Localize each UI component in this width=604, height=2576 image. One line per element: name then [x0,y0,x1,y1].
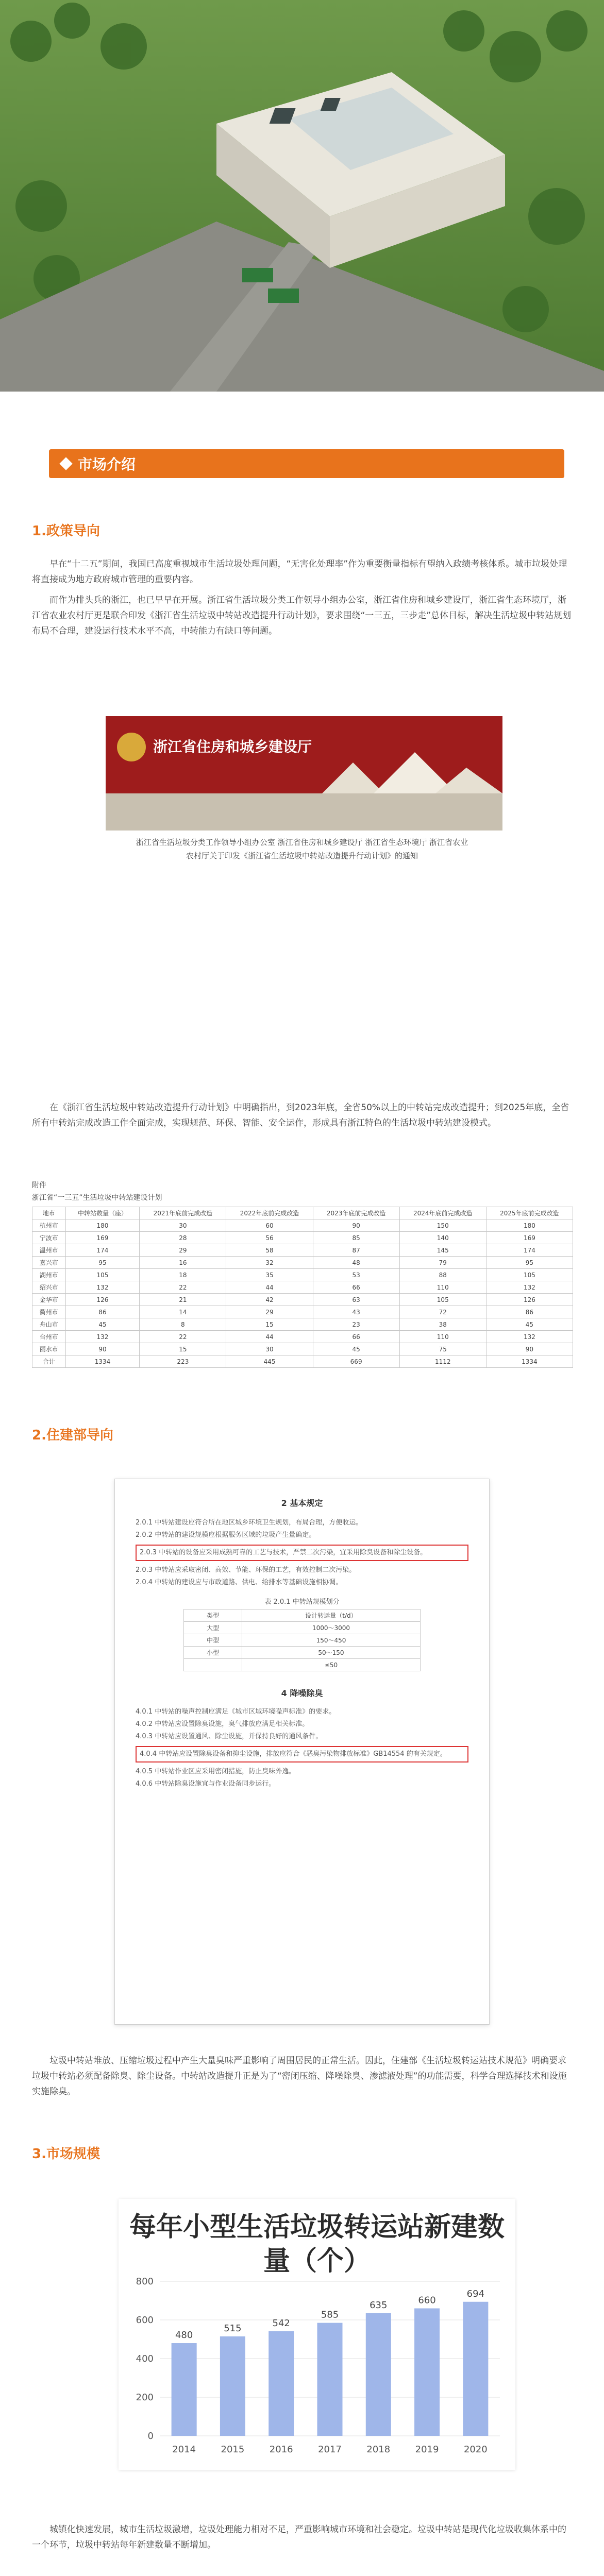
x-tick-label: 2014 [172,2444,196,2455]
table-cell: 85 [313,1232,399,1244]
table-cell: 21 [140,1294,226,1306]
table-cell: 绍兴市 [32,1281,66,1294]
x-tick-label: 2019 [415,2444,439,2455]
table-cell: 87 [313,1244,399,1257]
table-cell: 75 [399,1343,486,1355]
table-cell: 44 [226,1331,313,1343]
aerial-station-illustration [0,0,604,392]
doc-table-title: 表 2.0.1 中转站规模划分 [264,1598,340,1606]
chart-plot [119,2271,515,2467]
table-cell: 1334 [486,1355,573,1368]
table-cell: 132 [65,1331,140,1343]
plan-table [32,1207,573,1368]
table-cell: 15 [226,1318,313,1331]
doc-section-title: 2 基本规定 [281,1498,323,1508]
table-header-cell: 中转站数量（座） [65,1207,140,1219]
table-cell: 132 [65,1281,140,1294]
doc-line: 4.0.5 中转站作业区应采用密闭措施，防止臭味外逸。 [136,1768,296,1775]
table-row [32,1343,573,1355]
x-tick-label: 2020 [463,2444,488,2455]
table-row [32,1306,573,1318]
table-cell: 180 [65,1219,140,1232]
policy-heading-text: 1.政策导向 [32,523,100,539]
table-cell: 79 [399,1257,486,1269]
table-cell: 66 [313,1331,399,1343]
bar [366,2313,391,2436]
trend-heading-text: 3.市场规模 [32,2146,100,2162]
banner-illustration [106,716,502,831]
table-cell: 132 [486,1331,573,1343]
table-cell: 28 [140,1232,226,1244]
doc-table-row [184,1659,421,1671]
bar-chart [119,2199,515,2470]
table-header-cell: 地市 [32,1207,66,1219]
chart-title: 每年小型生活垃圾转运站新建数量（个） [129,2212,505,2277]
doc-table-row [184,1622,421,1634]
doc-table-cell: 150～450 [242,1634,420,1647]
standard-document [114,1479,490,2025]
doc-table-row [184,1634,421,1647]
doc-line: 2.0.3 中转站应采取密闭、高效、节能、环保的工艺，有效控制二次污染。 [136,1566,356,1574]
notice-caption-line-1: 浙江省生活垃圾分类工作领导小组办公室 浙江省住房和城乡建设厅 浙江省生态环境厅 浙江省农业 [136,838,468,847]
doc-table-header: 类型 [184,1609,242,1622]
table-cell: 45 [486,1318,573,1331]
table-cell: 90 [313,1219,399,1232]
doc-section-title-2: 4 降噪除臭 [281,1688,323,1698]
table-cell: 53 [313,1269,399,1281]
table-cell: 丽水市 [32,1343,66,1355]
data-label: 585 [321,2309,339,2320]
table-row [32,1281,573,1294]
market-section-title: 市场介绍 [78,456,136,473]
doc-table-cell: 中型 [184,1634,242,1647]
table-cell: 45 [313,1343,399,1355]
table-header-cell: 2024年底前完成改造 [399,1207,486,1219]
doc-table-header: 设计转运量（t/d） [242,1609,420,1622]
table-cell: 30 [226,1343,313,1355]
table-cell: 445 [226,1355,313,1368]
table-cell: 95 [486,1257,573,1269]
table-cell: 30 [140,1219,226,1232]
table-cell: 86 [486,1306,573,1318]
table-title: 附件 [32,1181,46,1190]
table-cell: 衢州市 [32,1306,66,1318]
table-cell: 1112 [399,1355,486,1368]
bar [414,2309,440,2436]
table-row [32,1318,573,1331]
y-tick-label: 600 [136,2315,154,2326]
plan-paragraph: 在《浙江省生活垃圾中转站改造提升行动计划》中明确指出，到2023年底，全省50%以上的中转站完成改造提升；到2025年底，全省所有中转站完成改造工作全面完成，实现规范、环保、智能、安全运作，形成具有浙江特色的生活垃圾中转站建设模式。 [32,1103,569,1128]
table-cell: 32 [226,1257,313,1269]
table-cell: 105 [399,1294,486,1306]
notice-caption [67,836,537,862]
table-cell: 35 [226,1269,313,1281]
trend-heading [32,2143,100,2162]
doc-line: 2.0.1 中转站建设应符合所在地区城乡环境卫生规划，布局合理，方便收运。 [136,1519,363,1527]
market-section-header [49,449,564,478]
table-cell: 145 [399,1244,486,1257]
table-cell: 72 [399,1306,486,1318]
doc-table-cell: 小型 [184,1647,242,1659]
table-cell: 180 [486,1219,573,1232]
table-cell: 23 [313,1318,399,1331]
policy-heading [32,520,100,539]
table-header-cell: 2025年底前完成改造 [486,1207,573,1219]
y-tick-label: 800 [136,2276,154,2287]
table-cell: 63 [313,1294,399,1306]
table-cell: 110 [399,1331,486,1343]
table-cell: 22 [140,1281,226,1294]
bar [220,2336,245,2436]
doc-highlight: 2.0.3 中转站的设备应采用成熟可靠的工艺与技术，严禁二次污染，宜采用除臭设备和除尘设备。 [136,1545,468,1561]
data-label: 542 [272,2317,290,2329]
banner-title: 浙江省住房和城乡建设厅 [153,738,312,755]
table-cell: 60 [226,1219,313,1232]
x-tick-label: 2015 [221,2444,245,2455]
doc-table-cell [184,1659,242,1671]
table-cell: 126 [65,1294,140,1306]
doc-table-cell: 大型 [184,1622,242,1634]
y-tick-label: 400 [136,2353,154,2364]
table-cell: 105 [486,1269,573,1281]
trend-paragraph: 城镇化快速发展，城市生活垃圾激增，垃圾处理能力相对不足，严重影响城市环境和社会稳定。垃圾中转站是现代化垃圾收集体系中的一个环节，垃圾中转站每年新建数量不断增加。 [32,2524,566,2550]
doc-line: 4.0.6 中转站除臭设施宜与作业设备同步运行。 [136,1780,276,1788]
table-cell: 金华市 [32,1294,66,1306]
table-cell: 台州市 [32,1331,66,1343]
table-cell: 温州市 [32,1244,66,1257]
x-tick-label: 2016 [269,2444,293,2455]
table-cell: 42 [226,1294,313,1306]
table-cell: 90 [486,1343,573,1355]
table-cell: 嘉兴市 [32,1257,66,1269]
table-cell: 86 [65,1306,140,1318]
table-header-cell: 2022年底前完成改造 [226,1207,313,1219]
table-cell: 105 [65,1269,140,1281]
y-tick-label: 200 [136,2392,154,2403]
table-cell: 132 [486,1281,573,1294]
table-cell: 140 [399,1232,486,1244]
table-cell: 宁波市 [32,1232,66,1244]
table-cell: 126 [486,1294,573,1306]
data-label: 635 [370,2299,388,2311]
build-heading-text: 2.住建部导向 [32,1428,113,1443]
table-cell: 16 [140,1257,226,1269]
doc-table-cell: ≤50 [242,1659,420,1671]
table-row [32,1331,573,1343]
bar [269,2331,294,2436]
table-cell: 150 [399,1219,486,1232]
doc-highlight-2: 4.0.4 中转站应设置除臭设备和抑尘设施，排放应符合《恶臭污染物排放标准》GB14554 的有关规定。 [136,1746,468,1762]
data-label: 694 [466,2288,485,2299]
table-cell: 43 [313,1306,399,1318]
table-row [32,1269,573,1281]
doc-table-cell: 1000～3000 [242,1622,420,1634]
table-cell: 174 [486,1244,573,1257]
table-cell: 舟山市 [32,1318,66,1331]
bar [463,2302,488,2436]
table-cell: 58 [226,1244,313,1257]
table-header-cell: 2023年底前完成改造 [313,1207,399,1219]
policy-paragraph-2: 而作为排头兵的浙江，也已早早在开展。浙江省生活垃圾分类工作领导小组办公室，浙江省住房和城乡建设厅，浙江省生态环境厅，浙江省农业农村厅更是联合印发《浙江省生活垃圾中转站改造提升行动计划》，要求围绕“一三五，三步走”总体目标，解决生活垃圾中转站规划布局不合理，建设运行技术水平不高，中转能力有缺口等问题。 [32,595,572,636]
table-cell: 14 [140,1306,226,1318]
data-label: 480 [175,2330,193,2341]
doc-line: 2.0.4 中转站的建设应与市政道路、供电、给排水等基础设施相协调。 [136,1579,343,1586]
build-heading [32,1425,113,1444]
table-cell: 56 [226,1232,313,1244]
table-cell: 174 [65,1244,140,1257]
table-cell: 8 [140,1318,226,1331]
table-row [32,1244,573,1257]
table-cell: 29 [140,1244,226,1257]
notice-caption-line-2: 农村厅关于印发《浙江省生活垃圾中转站改造提升行动计划》的通知 [186,851,418,860]
table-row [32,1232,573,1244]
doc-line: 4.0.2 中转站应设置除臭设施，臭气排放应满足相关标准。 [136,1720,309,1728]
table-cell: 合计 [32,1355,66,1368]
table-row [32,1219,573,1232]
doc-table-cell: 50～150 [242,1647,420,1659]
table-cell: 44 [226,1281,313,1294]
diamond-icon [59,457,72,470]
table-cell: 88 [399,1269,486,1281]
x-tick-label: 2017 [318,2444,342,2455]
table-cell: 杭州市 [32,1219,66,1232]
y-tick-label: 0 [147,2431,154,2442]
data-label: 515 [224,2323,242,2334]
table-cell: 169 [65,1232,140,1244]
table-cell: 29 [226,1306,313,1318]
table-row [32,1294,573,1306]
table-row [32,1355,573,1368]
table-header-cell: 2021年底前完成改造 [140,1207,226,1219]
table-cell: 1334 [65,1355,140,1368]
doc-table [183,1609,421,1671]
table-cell: 169 [486,1232,573,1244]
doc-line: 4.0.1 中转站的噪声控制应满足《城市区域环境噪声标准》的要求。 [136,1708,336,1716]
hero-aerial-image [0,0,604,392]
table-cell: 223 [140,1355,226,1368]
bar [317,2323,342,2436]
table-cell: 45 [65,1318,140,1331]
table-row [32,1257,573,1269]
government-banner-image [106,716,502,831]
data-label: 660 [418,2295,436,2306]
x-tick-label: 2018 [366,2444,391,2455]
table-subtitle: 浙江省“一三五”生活垃圾中转站建设计划 [32,1194,162,1202]
doc-table-row [184,1647,421,1659]
table-cell: 22 [140,1331,226,1343]
bar [172,2343,197,2436]
table-cell: 90 [65,1343,140,1355]
doc-line: 2.0.2 中转站的建设规模应根据服务区域的垃圾产生量确定。 [136,1531,316,1539]
table-cell: 95 [65,1257,140,1269]
build-paragraph: 垃圾中转站堆放、压缩垃圾过程中产生大量臭味严重影响了周围居民的正常生活。因此，住建部《生活垃圾转运站技术规范》明确要求垃圾中转站必须配备除臭、除尘设备。中转站改造提升正是为了“密闭压缩、降噪除臭、渗滤液处理”的功能需要，科学合理选择技术和设施实施除臭。 [32,2056,567,2097]
doc-line: 4.0.3 中转站应设置通风、除尘设施，并保持良好的通风条件。 [136,1733,323,1740]
plan-table-block [32,1180,573,1368]
table-cell: 38 [399,1318,486,1331]
table-cell: 110 [399,1281,486,1294]
table-cell: 18 [140,1269,226,1281]
table-cell: 48 [313,1257,399,1269]
policy-paragraph-1: 早在“十二五”期间，我国已高度重视城市生活垃圾处理问题，“无害化处理率”作为重要衡量指标有望纳入政绩考核体系。城市垃圾处理将直接成为地方政府城市管理的重要内容。 [32,559,567,585]
table-cell: 15 [140,1343,226,1355]
table-cell: 669 [313,1355,399,1368]
table-cell: 66 [313,1281,399,1294]
table-cell: 湖州市 [32,1269,66,1281]
